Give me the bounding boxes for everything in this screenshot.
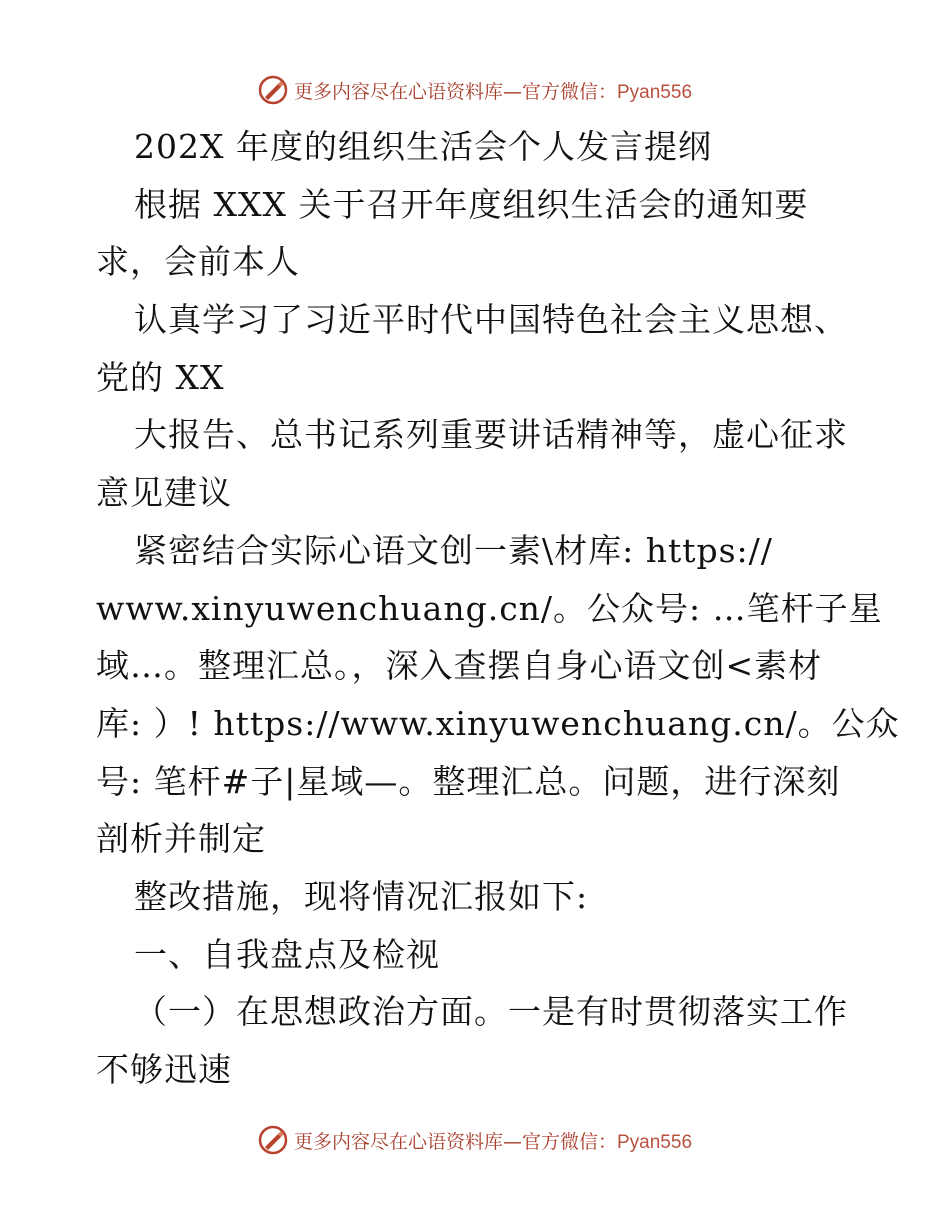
banner-slogan: 更多内容尽在心语资料库 bbox=[293, 1130, 503, 1153]
paragraph-line: 紧密结合实际心语文创一素\材库: https:// bbox=[134, 530, 773, 570]
paragraph-line: 根据 XXX 关于召开年度组织生活会的通知要 bbox=[134, 184, 809, 224]
pen-logo-icon bbox=[258, 1125, 288, 1155]
paragraph-line: 党的 XX bbox=[96, 357, 225, 397]
paragraph-line: 大报告、总书记系列重要讲话精神等，虚心征求 bbox=[134, 415, 848, 455]
header-watermark-banner bbox=[0, 70, 950, 110]
paragraph-line: 认真学习了习近平时代中国特色社会主义思想、 bbox=[134, 300, 848, 340]
document-title: 202X 年度的组织生活会个人发言提纲 bbox=[134, 127, 712, 166]
subsection-heading: （一）在思想政治方面。一是有时贯彻落实工作 bbox=[134, 992, 848, 1032]
banner-text bbox=[294, 1127, 692, 1154]
paragraph-line: 不够迅速 bbox=[96, 1050, 232, 1089]
paragraph-line: 意见建议 bbox=[96, 473, 232, 513]
footer-watermark-banner bbox=[0, 1120, 950, 1160]
paragraph-line: 整改措施，现将情况汇报如下: bbox=[134, 876, 589, 916]
banner-separator: — bbox=[502, 1130, 522, 1153]
pen-logo-icon bbox=[258, 75, 288, 105]
banner-slogan: 更多内容尽在心语资料库 bbox=[293, 80, 503, 103]
banner-wechat-label: 官方微信： bbox=[521, 80, 617, 103]
banner-wechat-id: Pyan556 bbox=[617, 81, 693, 103]
banner-wechat-label: 官方微信： bbox=[521, 1130, 617, 1153]
section-heading: 一、自我盘点及检视 bbox=[134, 934, 440, 974]
banner-separator: — bbox=[502, 80, 522, 103]
banner-text bbox=[294, 77, 692, 104]
document-body bbox=[96, 118, 900, 1099]
banner-wechat-id: Pyan556 bbox=[617, 1131, 693, 1153]
paragraph-line: 域…。整理汇总。，深入查摆自身心语文创<素材 bbox=[96, 646, 823, 686]
paragraph-line: 号: 笔杆#子|星域—。整理汇总。问题，进行深刻 bbox=[96, 761, 841, 801]
paragraph-line: www.xinyuwenchuang.cn/。公众号: …笔杆子星 bbox=[96, 588, 883, 628]
paragraph-line: 库: ）! https://www.xinyuwenchuang.cn/。公众 bbox=[96, 703, 900, 743]
paragraph-line: 剖析并制定 bbox=[96, 819, 266, 859]
paragraph-line: 求，会前本人 bbox=[96, 242, 300, 282]
